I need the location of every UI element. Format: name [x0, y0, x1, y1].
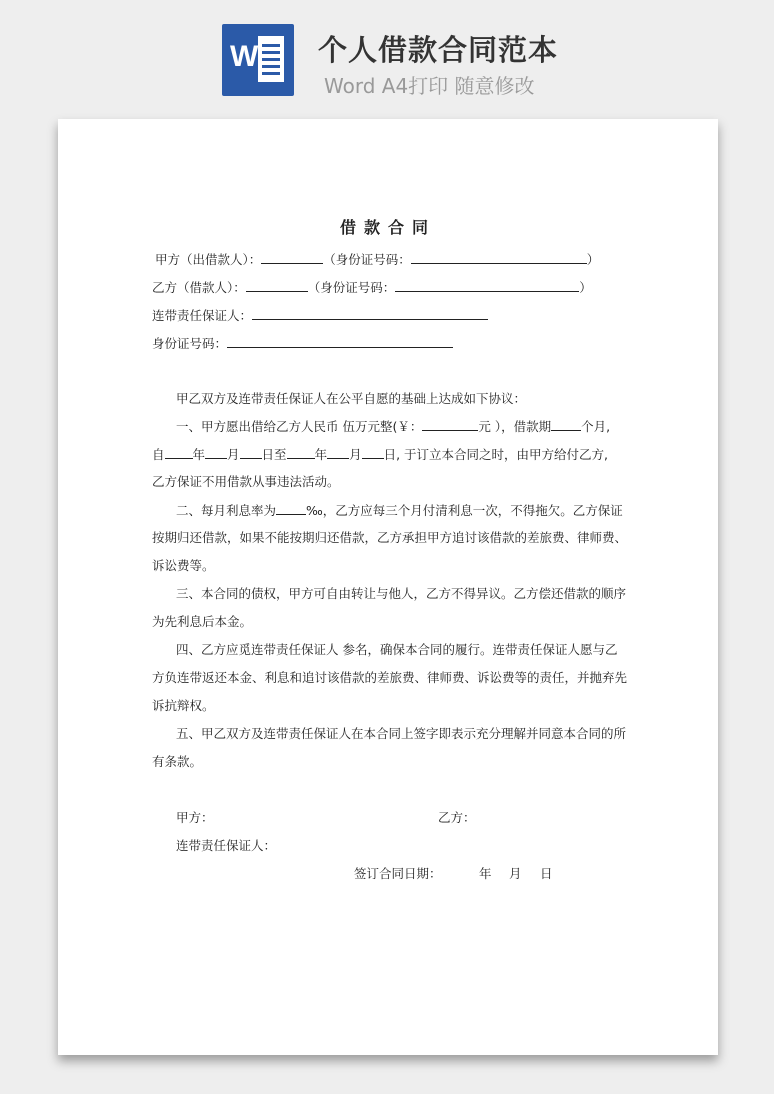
clause-4: 四、乙方应觅连带责任保证人 参名，确保本合同的履行。连带责任保证人愿与乙	[176, 642, 618, 657]
clause-2: 二、每月利息率为 ‰，乙方应每三个月付清利息一次，不得拖欠。乙方保证	[176, 503, 623, 518]
sign-date-year: 年	[479, 866, 492, 881]
sign-date-month: 月	[509, 866, 522, 881]
signature-party-b: 乙方：	[438, 810, 476, 825]
clause-4-line-3: 诉抗辩权。	[152, 698, 215, 713]
clause-1-end: 乙方保证不用借款从事违法活动。	[152, 474, 340, 489]
clause-4-line-2: 方负连带返还本金、利息和追讨该借款的差旅费、律师费、诉讼费等的责任，并抛弃先	[152, 670, 628, 685]
party-b-line: 乙方（借款人）： （身份证号码： ）	[152, 280, 592, 295]
page-title: 个人借款合同范本	[318, 33, 559, 67]
clause-3-line-2: 为先利息后本金。	[152, 614, 253, 629]
intro-text: 甲乙双方及连带责任保证人在公平自愿的基础上达成如下协议：	[176, 391, 527, 406]
clause-2-line-2: 按期归还借款，如果不能按期归还借款，乙方承担甲方追讨该借款的差旅费、律师费、	[152, 530, 628, 545]
signature-guarantor: 连带责任保证人：	[176, 838, 277, 853]
clause-5-line-2: 有条款。	[152, 754, 203, 769]
sign-date-label: 签订合同日期：	[354, 866, 442, 881]
template-header	[0, 0, 774, 110]
document-title: 借款合同	[339, 218, 436, 237]
clause-1: 一、甲方愿出借给乙方人民币 伍万元整(￥： 元 ），借款期 个月,	[176, 419, 611, 434]
party-a-line: 甲方（出借款人）： （身份证号码： ）	[155, 252, 600, 267]
clause-2-line-3: 诉讼费等。	[152, 558, 215, 573]
sign-date-day: 日	[540, 866, 553, 881]
clause-3: 三、本合同的债权，甲方可自由转让与他人，乙方不得异议。乙方偿还借款的顺序	[176, 586, 627, 601]
word-icon	[222, 24, 294, 96]
clause-1-dates: 自 年 月 日至 年 月 日, 于订立本合同之时，由甲方给付乙方,	[152, 447, 609, 462]
guarantor-id-line: 身份证号码：	[152, 335, 453, 352]
page-subtitle: Word A4打印 随意修改	[324, 74, 535, 98]
clause-5: 五、甲乙双方及连带责任保证人在本合同上签字即表示充分理解并同意本合同的所	[176, 726, 627, 741]
guarantor-line: 连带责任保证人：	[152, 307, 488, 324]
document-page	[58, 119, 718, 1055]
word-icon-letter: W	[230, 40, 259, 73]
signature-party-a: 甲方：	[176, 810, 214, 825]
